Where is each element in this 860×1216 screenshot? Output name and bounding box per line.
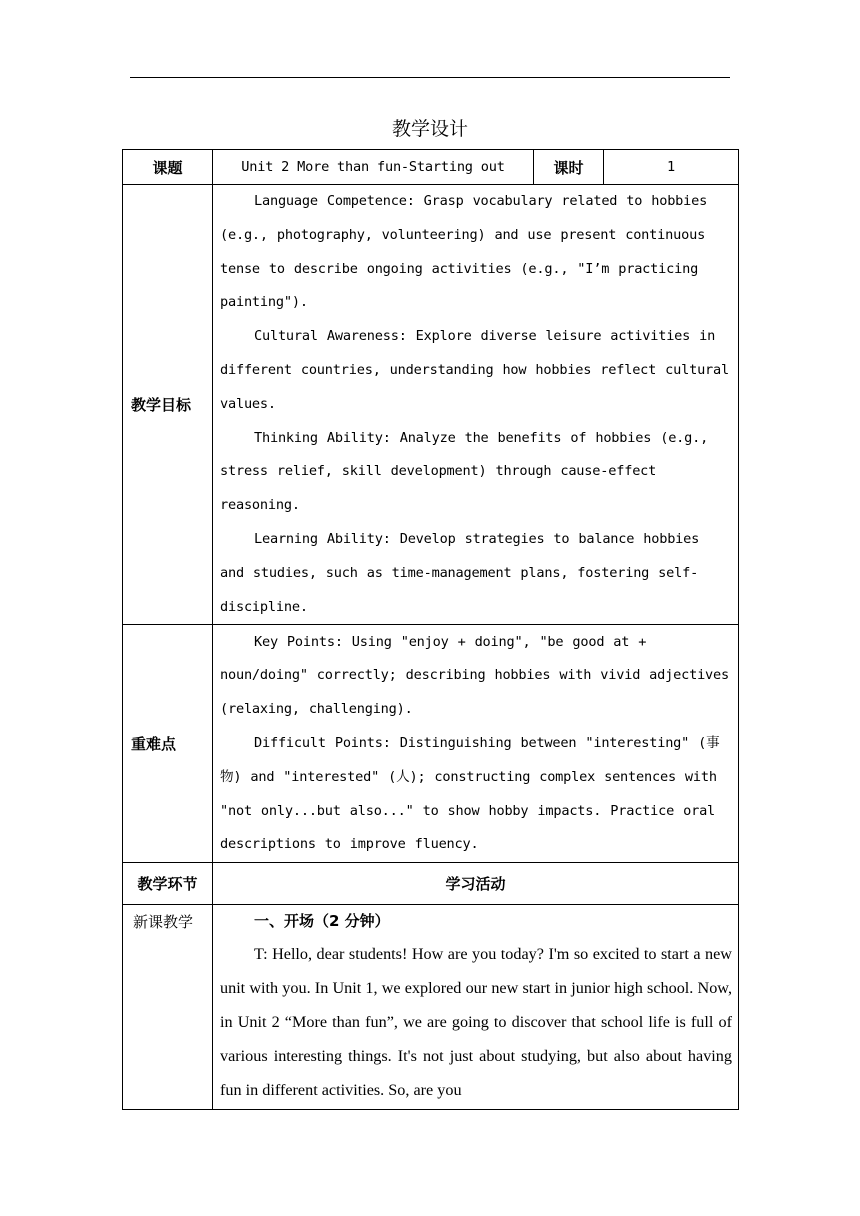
section-left-header: 教学环节 <box>123 863 213 905</box>
teaching-row <box>123 905 739 1110</box>
objectives-label: 教学目标 <box>123 185 213 625</box>
teaching-heading: 一、开场（2 分钟） <box>254 912 390 931</box>
period-value: 1 <box>604 150 739 185</box>
header-rule <box>130 77 730 78</box>
difficult-points-text: Difficult Points: Distinguishing between "interesting" (事物) and "interested" (人); constructing complex sentences with "not only...but also..." to show hobby impacts. Practice oral descriptions to improve fluency. <box>220 734 720 853</box>
document-title: 教学设计 <box>391 118 468 140</box>
objectives-row <box>123 185 739 625</box>
period-label: 课时 <box>534 150 604 185</box>
teaching-content <box>213 905 739 1110</box>
topic-label: 课题 <box>123 150 213 185</box>
key-points-row <box>123 625 739 863</box>
objectives-content <box>213 185 739 625</box>
lesson-plan-table <box>122 149 739 1110</box>
key-points-content <box>213 625 739 863</box>
objective-culture: Cultural Awareness: Explore diverse leisure activities in different countries, understanding how hobbies reflect cultural values. <box>220 328 730 412</box>
header-row <box>123 150 739 185</box>
objective-learning: Learning Ability: Develop strategies to balance hobbies and studies, such as time-management plans, fostering self-discipline. <box>220 530 700 615</box>
section-right-header: 学习活动 <box>213 863 739 905</box>
objective-thinking: Thinking Ability: Analyze the benefits of hobbies (e.g., stress relief, skill development) through cause-effect reasoning. <box>220 429 709 514</box>
teaching-label: 新课教学 <box>123 905 213 1110</box>
section-header-row <box>123 863 739 905</box>
key-points-label: 重难点 <box>123 625 213 863</box>
teaching-paragraph: T: Hello, dear students! How are you today? I'm so excited to start a new unit with you. In Unit 1, we explored our new start in junior high school. Now, in Unit 2 “More than fun”, we are going to discover that school life is full of various interesting things. It's not just about studying, but also about having fun in different activities. So, are you <box>220 945 732 1099</box>
objective-language: Language Competence: Grasp vocabulary related to hobbies (e.g., photography, volunteering) and use present continuous tense to describe ongoing activities (e.g., "I’m practicing painting"). <box>220 193 708 311</box>
topic-value: Unit 2 More than fun-Starting out <box>213 150 534 185</box>
key-points-text: Key Points: Using "enjoy + doing", "be good at + noun/doing" correctly; describing hobbies with vivid adjectives (relaxing, challenging). <box>220 633 730 718</box>
